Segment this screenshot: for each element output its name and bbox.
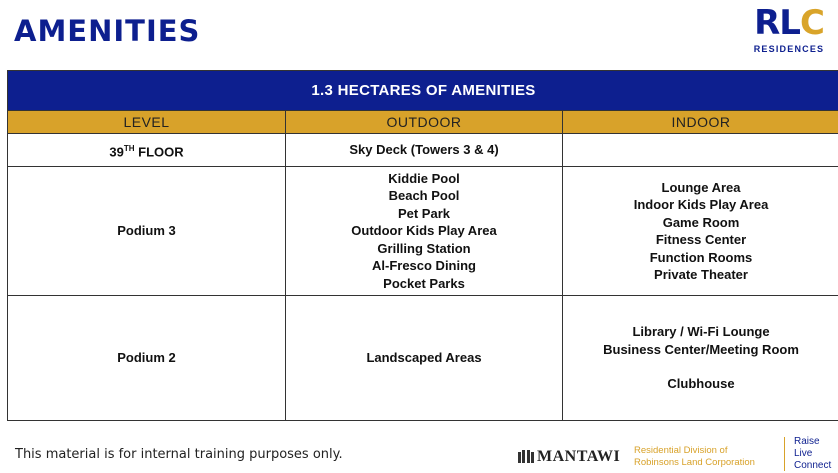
logo-subtitle: RESIDENCES (753, 44, 825, 54)
amenity-item: Clubhouse (667, 376, 735, 392)
amenity-item: Al-Fresco Dining (371, 258, 476, 274)
amenity-item: Outdoor Kids Play Area (351, 223, 497, 239)
rlc-residences-logo (746, 4, 832, 54)
outdoor-cell (286, 296, 563, 421)
outdoor-cell (286, 134, 563, 167)
brand-tagline: Raise Live Connect (794, 436, 832, 471)
amenity-item: Beach Pool (388, 188, 460, 204)
table-row (8, 167, 838, 296)
table-header-row (8, 111, 838, 134)
amenity-item: Pet Park (397, 205, 451, 221)
amenities-table (7, 70, 838, 421)
amenity-item: Game Room (662, 214, 740, 230)
amenity-item: Sky Deck (Towers 3 & 4) (349, 142, 499, 158)
level-cell: Podium 3 (8, 167, 286, 296)
level-cell: Podium 2 (8, 296, 286, 421)
indoor-cell (563, 296, 838, 421)
amenity-item: Kiddie Pool (388, 170, 460, 186)
level-cell: 39TH FLOOR (8, 134, 286, 167)
table-banner-row (8, 71, 838, 111)
table-row (8, 134, 838, 167)
indoor-cell (563, 134, 838, 167)
table-row (8, 296, 838, 421)
column-header-indoor: INDOOR (563, 111, 838, 134)
indoor-cell (563, 167, 838, 296)
building-icon (518, 449, 534, 466)
amenity-item: Grilling Station (377, 240, 471, 256)
mantawi-logo (518, 448, 620, 466)
logo-wordmark: RLC (754, 3, 824, 43)
table-banner: 1.3 HECTARES OF AMENITIES (8, 71, 838, 111)
amenity-item: Library / Wi-Fi Lounge (632, 324, 770, 340)
amenity-item: Lounge Area (661, 179, 741, 195)
amenity-item: Business Center/Meeting Room (603, 341, 799, 357)
column-header-outdoor: OUTDOOR (286, 111, 563, 134)
amenity-item: Landscaped Areas (366, 350, 482, 366)
division-text: Residential Division of Robinsons Land Corporation (634, 445, 755, 468)
mantawi-wordmark: MANTAWI (537, 448, 621, 465)
amenity-item: Private Theater (654, 267, 748, 282)
footer-disclaimer: This material is for internal training purposes only. (15, 447, 343, 462)
amenity-item: Fitness Center (655, 232, 747, 247)
amenity-item: Indoor Kids Play Area (633, 197, 769, 212)
page-title: AMENITIES (14, 14, 201, 48)
amenity-item: Function Rooms (649, 249, 753, 265)
outdoor-cell (286, 167, 563, 296)
amenity-item: Pocket Parks (383, 275, 465, 291)
column-header-level: LEVEL (8, 111, 286, 134)
footer-divider (784, 437, 785, 471)
